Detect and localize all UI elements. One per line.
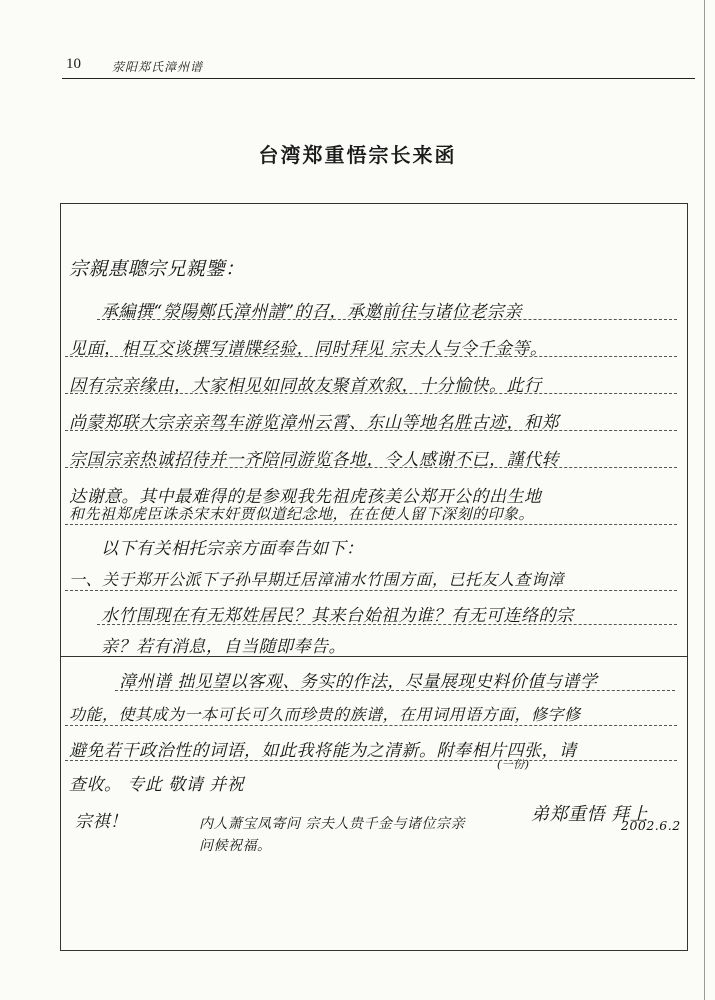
letter-date: 2002.6.2 (621, 818, 681, 833)
item-line: 亲？若有消息，自当随即奉告。 (101, 637, 346, 657)
letter-line: 因有宗亲缘由，大家相见如同故友聚首欢叙，十分愉快。此行 (69, 376, 542, 396)
second-section-line: 功能，使其成为一本可长可久而珍贵的族谱，在用词用语方面，修字修 (69, 705, 581, 724)
letter-box (60, 203, 688, 951)
underline (65, 393, 677, 394)
underline (65, 760, 677, 761)
underline (65, 356, 677, 357)
item-line: 水竹围现在有无郑姓居民？其来台始祖为谁？有无可连络的宗 (101, 606, 574, 626)
underline (97, 319, 677, 320)
header-rule (62, 78, 695, 79)
signature: 弟郑重悟 拜上 (531, 804, 649, 825)
underline (65, 430, 677, 431)
closing-word: 宗祺！ (75, 812, 128, 832)
underline (65, 467, 677, 468)
letter-line: 达谢意。其中最难得的是参观我先祖虎孩美公郑开公的出生地 (69, 487, 542, 507)
salutation: 宗親惠聰宗兄親鑒： (69, 258, 245, 280)
letter-line: 尚蒙郑联大宗亲亲驾车游览漳州云霄、东山等地名胜古迹，和郑 (69, 413, 559, 433)
page-title: 台湾郑重悟宗长来函 (258, 143, 457, 167)
inline-note: (一份) (497, 758, 530, 771)
underline (115, 690, 675, 691)
second-section-line: 漳州谱 拙见望以客观、务实的作法，尽量展现史料价值与谱学 (119, 672, 598, 692)
running-head-book-title: 荥阳郑氏漳州谱 (112, 60, 204, 74)
second-section-line: 避免若干政治性的词语，如此我将能为之清新。附奉相片四张，请 (69, 741, 577, 761)
letter-line: 以下有关相托宗亲方面奉告如下： (101, 539, 364, 559)
item-line: 一、关于郑开公派下子孙早期迁居漳浦水竹围方面，已托友人查询漳 (69, 570, 565, 589)
page-number: 10 (66, 56, 81, 72)
underline (65, 725, 677, 726)
letter-line: 见面，相互交谈撰写谱牒经验，同时拜见 宗夫人与令千金等。 (69, 339, 548, 359)
letter-line: 宗国宗亲热诚招待并一齐陪同游览各地，令人感谢不已，謹代转 (69, 450, 559, 470)
second-section-line: 查收。 专此 敬请 并祝 (69, 775, 245, 795)
underline (65, 590, 677, 591)
closing-line: 内人萧宝凤寄问 宗夫人贵千金与诸位宗亲 (199, 816, 465, 832)
letter-line: 承編撰“滎陽鄭氏漳州譜”的召，承邀前往与诸位老宗亲 (101, 302, 522, 322)
letter-line: 和先祖郑虎臣诛杀宋末奸贾似道纪念地，在在使人留下深刻的印象。 (69, 505, 535, 523)
closing-line: 问候祝福。 (199, 838, 272, 854)
underline (65, 524, 677, 525)
underline (97, 624, 677, 625)
